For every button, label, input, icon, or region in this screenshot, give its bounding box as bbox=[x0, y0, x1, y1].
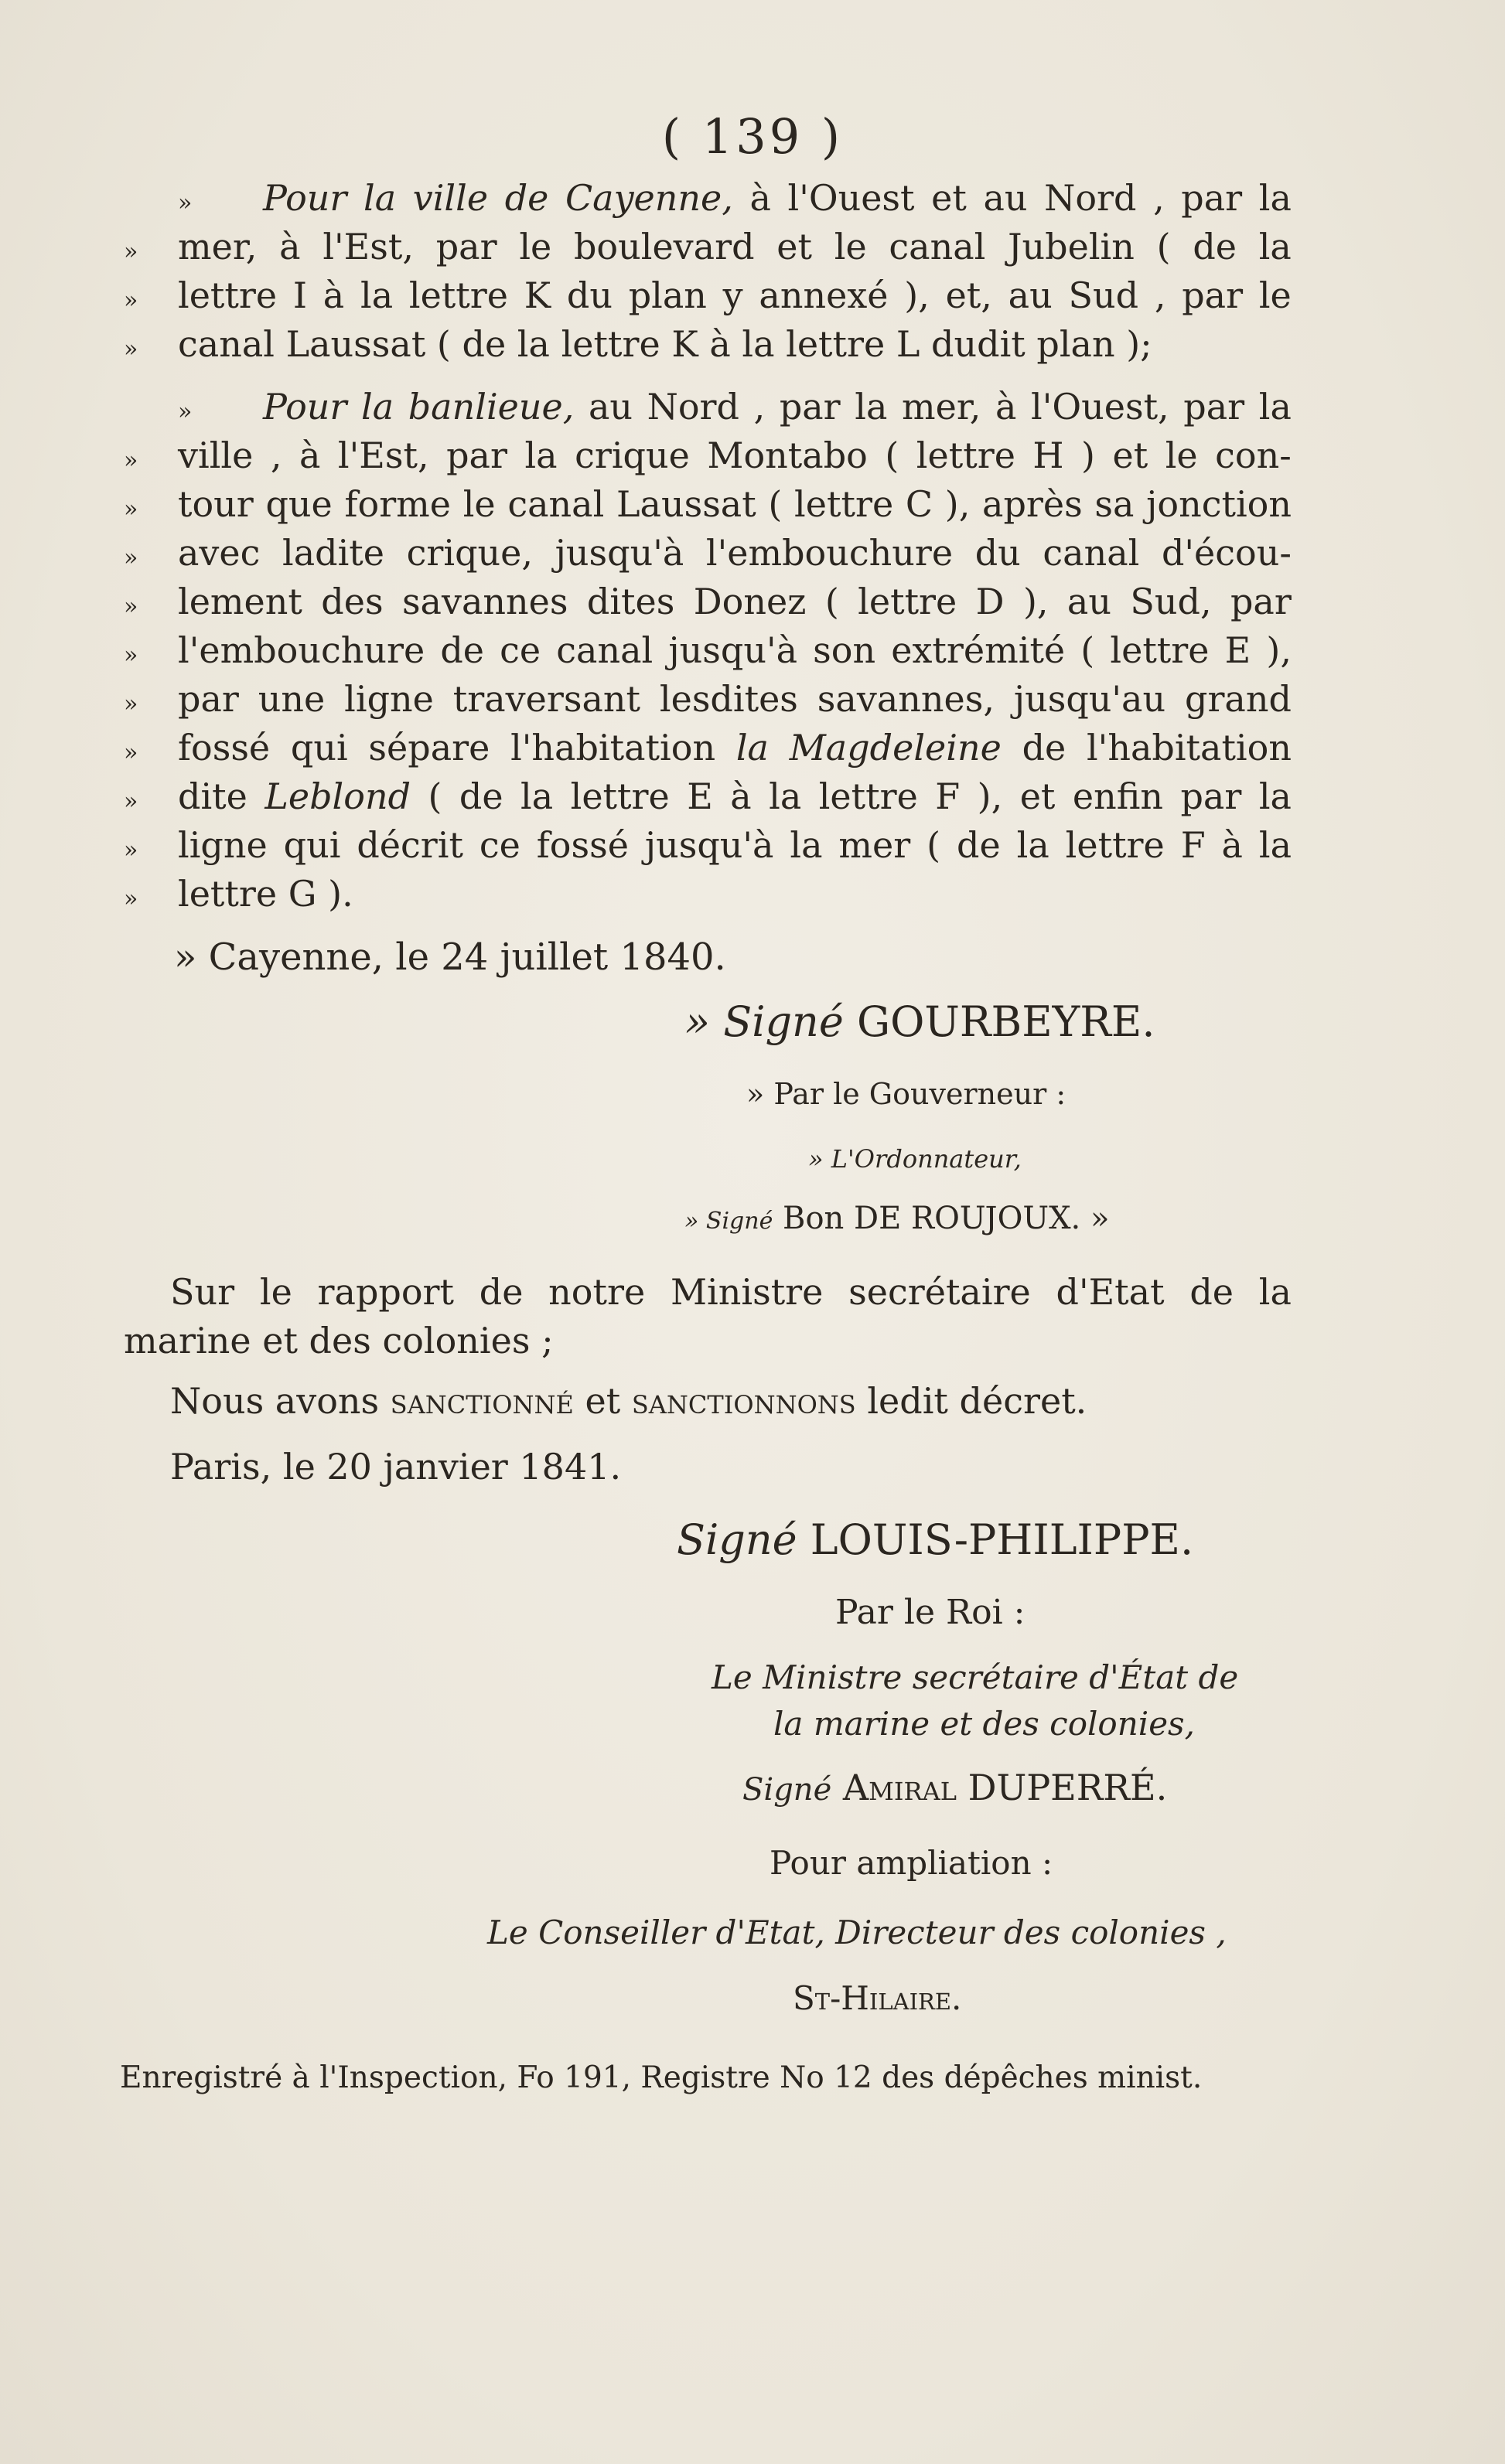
text-line bbox=[124, 675, 1292, 724]
signatory-duperre: DUPERRÉ. bbox=[968, 1767, 1168, 1808]
date-line: » Cayenne, le 24 juillet 1840. bbox=[174, 936, 726, 979]
line-text: lettre G ). bbox=[178, 873, 353, 915]
guillemet-mark: » bbox=[124, 788, 138, 815]
paragraph-ville-de-cayenne bbox=[124, 174, 1292, 369]
text-mid: et bbox=[585, 1380, 621, 1422]
line-text: lement des savannes dites Donez ( lettre D ), au Sud, par bbox=[178, 581, 1292, 622]
text-line bbox=[124, 724, 1292, 772]
signature-duperre bbox=[742, 1767, 1167, 1808]
minister-line-2: la marine et des colonies, bbox=[773, 1705, 1195, 1743]
registration-footer: Enregistré à l'Inspection, Fo 191, Registre No 12 des dépêches minist. bbox=[120, 2060, 1203, 2095]
text-pre: Nous avons bbox=[170, 1380, 380, 1422]
signature-roujoux bbox=[684, 1201, 1109, 1236]
line-text: ville , à l'Est, par la crique Montabo ( lettre H ) et le con- bbox=[178, 435, 1292, 476]
signature-gourbeyre bbox=[684, 997, 1155, 1046]
line-text: l'embouchure de ce canal jusqu'à son extrémité ( lettre E ), bbox=[178, 629, 1292, 671]
guillemet-mark: » bbox=[124, 837, 138, 864]
nous-avons-line bbox=[170, 1380, 1087, 1422]
text-line bbox=[124, 626, 1292, 675]
minister-line-1: Le Ministre secrétaire d'État de bbox=[712, 1658, 1239, 1696]
signatory-st-hilaire: St-Hilaire. bbox=[793, 1979, 962, 2017]
text-post: ledit décret. bbox=[867, 1380, 1087, 1422]
text-line bbox=[124, 174, 1292, 223]
text-line bbox=[124, 821, 1292, 870]
line-text: canal Laussat ( de la lettre K à la lettre L dudit plan ); bbox=[178, 323, 1152, 365]
line-text: Pour la banlieue, au Nord , par la mer, à l'Ouest, par la bbox=[263, 386, 1292, 428]
text-line bbox=[124, 271, 1292, 320]
text-line bbox=[124, 480, 1292, 529]
ordonnateur-label: » L'Ordonnateur, bbox=[808, 1144, 1022, 1174]
guillemet-mark: » bbox=[178, 398, 193, 425]
sur-le-rapport bbox=[124, 1268, 1292, 1365]
text-line bbox=[124, 320, 1292, 369]
paragraph-banlieue bbox=[124, 383, 1292, 918]
guillemet-mark: » bbox=[124, 544, 138, 571]
signatory-name: GOURBEYRE. bbox=[856, 997, 1155, 1046]
text-line bbox=[124, 223, 1292, 271]
guillemet-mark: » bbox=[178, 189, 193, 216]
text-line bbox=[124, 870, 1292, 918]
rank-amiral: Amiral bbox=[842, 1767, 957, 1808]
par-le-roi: Par le Roi : bbox=[835, 1593, 1026, 1632]
line-text: ligne qui décrit ce fossé jusqu'à la mer ( de la lettre F à la bbox=[178, 824, 1292, 866]
sanctionnons: sanctionnons bbox=[631, 1380, 856, 1422]
signatory-louis-philippe: LOUIS-PHILIPPE. bbox=[810, 1515, 1194, 1564]
line-text: Pour la ville de Cayenne, à l'Ouest et au Nord , par la bbox=[263, 177, 1292, 219]
guillemet-mark: » bbox=[124, 496, 138, 523]
text-line bbox=[124, 431, 1292, 480]
signe-label-4: Signé bbox=[742, 1772, 832, 1808]
signe-label: » Signé bbox=[684, 997, 844, 1046]
text-line bbox=[124, 772, 1292, 821]
sanctionne: sanctionné bbox=[390, 1380, 574, 1422]
line-text: fossé qui sépare l'habitation la Magdeleine de l'habitation bbox=[178, 727, 1292, 769]
text-line bbox=[124, 383, 1292, 431]
paris-date-line: Paris, le 20 janvier 1841. bbox=[170, 1446, 622, 1488]
guillemet-mark: » bbox=[124, 690, 138, 717]
guillemet-mark: » bbox=[124, 238, 138, 265]
pour-ampliation: Pour ampliation : bbox=[770, 1844, 1053, 1882]
line-text: mer, à l'Est, par le boulevard et le canal Jubelin ( de la bbox=[178, 226, 1292, 268]
line-text: avec ladite crique, jusqu'à l'embouchure du canal d'écou- bbox=[178, 532, 1292, 574]
signe-label-2: » Signé bbox=[684, 1208, 773, 1235]
text-line bbox=[124, 529, 1292, 578]
signatory-name-2: Bon DE ROUJOUX. » bbox=[783, 1201, 1110, 1236]
line-text: par une ligne traversant lesdites savannes, jusqu'au grand bbox=[178, 678, 1292, 720]
guillemet-mark: » bbox=[124, 593, 138, 620]
par-le-gouverneur: » Par le Gouverneur : bbox=[746, 1077, 1066, 1111]
guillemet-mark: » bbox=[124, 447, 138, 474]
guillemet-mark: » bbox=[124, 336, 138, 363]
rapport-line-2: marine et des colonies ; bbox=[124, 1320, 554, 1362]
line-text: dite Leblond ( de la lettre E à la lettre F ), et enfin par la bbox=[178, 775, 1292, 817]
guillemet-mark: » bbox=[124, 739, 138, 766]
guillemet-mark: » bbox=[124, 885, 138, 912]
rapport-line-1: Sur le rapport de notre Ministre secrétaire d'Etat de la bbox=[170, 1271, 1292, 1313]
line-text: tour que forme le canal Laussat ( lettre C ), après sa jonction bbox=[178, 483, 1292, 525]
text-line bbox=[124, 578, 1292, 626]
signature-louis-philippe bbox=[677, 1515, 1193, 1564]
signe-label-3: Signé bbox=[677, 1515, 797, 1564]
conseiller-line: Le Conseiller d'Etat, Directeur des colonies , bbox=[487, 1914, 1227, 1951]
guillemet-mark: » bbox=[124, 287, 138, 314]
line-text: lettre I à la lettre K du plan y annexé ), et, au Sud , par le bbox=[178, 274, 1292, 316]
page-number: ( 139 ) bbox=[661, 108, 844, 165]
guillemet-mark: » bbox=[124, 642, 138, 669]
